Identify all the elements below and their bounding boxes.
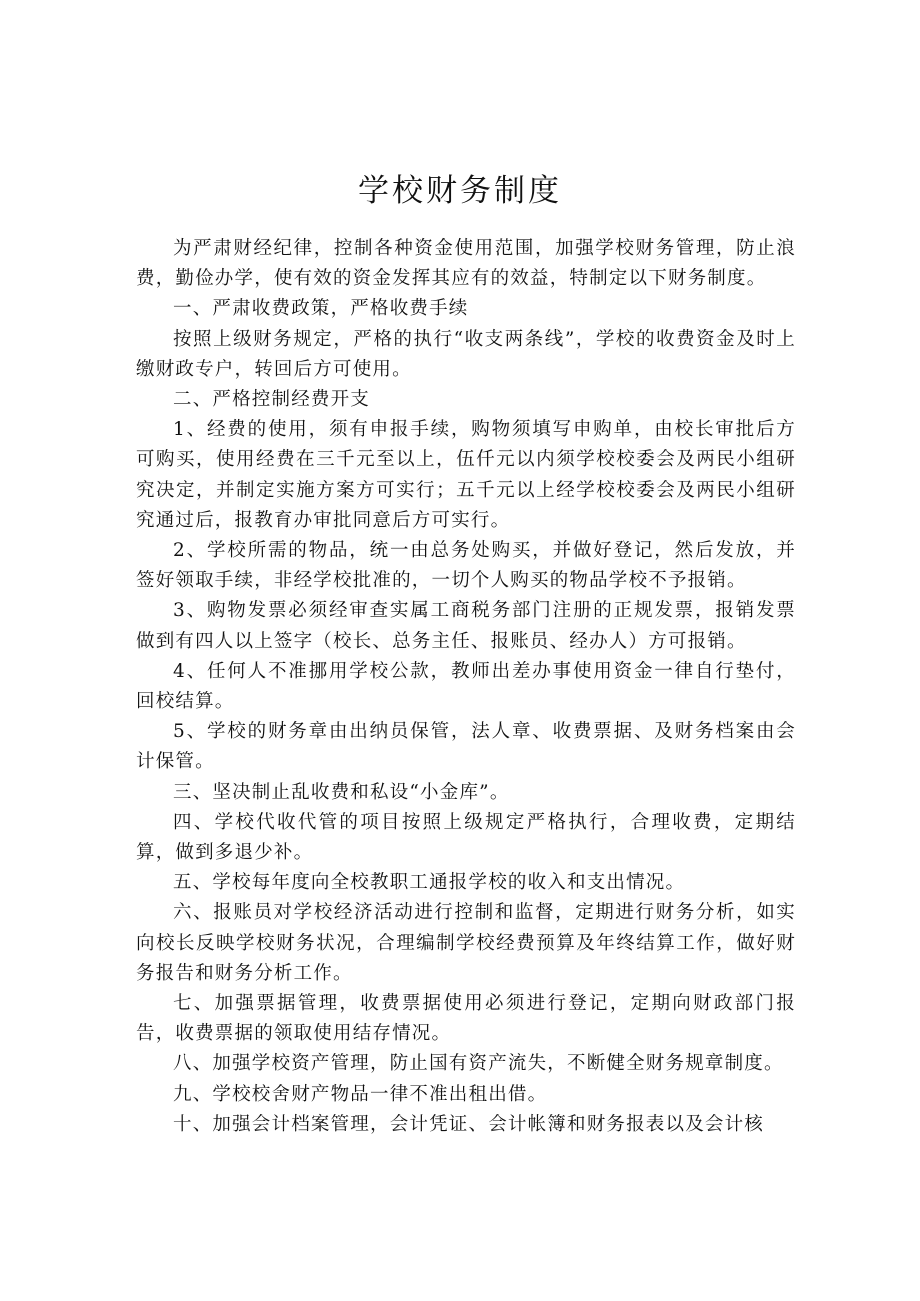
section-heading-4: 四、学校代收代管的项目按照上级规定严格执行，合理收费，定期结算，做到多退少补。: [136, 811, 796, 864]
section-heading-10: 十、加强会计档案管理，会计凭证、会计帐簿和财务报表以及会计核: [173, 1113, 765, 1135]
section-heading-1: 一、严肃收费政策，严格收费手续: [173, 298, 469, 320]
list-item: 2、学校所需的物品，统一由总务处购买，并做好登记，然后发放，并签好领取手续，非经学校批准的，一切个人购买的物品学校不予报销。: [136, 540, 796, 592]
list-item: 3、购物发票必须经审查实属工商税务部门注册的正规发票，报销发票做到有四人以上签字（校长、总务主任、报账员、经办人）方可报销。: [136, 600, 796, 652]
list-item: 1、经费的使用，须有申报手续，购物须填写申购单，由校长审批后方可购买，使用经费在三千元至以上，伍仟元以内须学校校委会及两民小组研究决定，并制定实施方案方可实行；五千元以上经学校校委会及两民小组研究通过后，报教育办审批同意后方可实行。: [136, 419, 796, 531]
document-title: 学校财务制度: [358, 173, 562, 209]
section-heading-3: 三、坚决制止乱收费和私设“小金库”。: [173, 781, 510, 803]
section-heading-7: 七、加强票据管理，收费票据使用必须进行登记，定期向财政部门报告，收费票据的领取使用结存情况。: [136, 993, 796, 1045]
section-heading-5: 五、学校每年度向全校教职工通报学校的收入和支出情况。: [173, 872, 686, 894]
document-body: [136, 234, 796, 1140]
paragraph-intro: 为严肃财经纪律，控制各种资金使用范围，加强学校财务管理，防止浪费，勤俭办学，使有效的资金发挥其应有的效益，特制定以下财务制度。: [136, 238, 796, 290]
section-heading-6: 六、报账员对学校经济活动进行控制和监督，定期进行财务分析，如实向校长反映学校财务状况，合理编制学校经费预算及年终结算工作，做好财务报告和财务分析工作。: [136, 902, 796, 984]
list-item: 5、学校的财务章由出纳员保管，法人章、收费票据、及财务档案由会计保管。: [136, 721, 796, 773]
section-heading-8: 八、加强学校资产管理，防止国有资产流失，不断健全财务规章制度。: [173, 1053, 784, 1075]
section-heading-2: 二、严格控制经费开支: [173, 389, 371, 411]
list-item: 4、任何人不准挪用学校公款，教师出差办事使用资金一律自行垫付，回校结算。: [136, 660, 796, 713]
paragraph: 按照上级财务规定，严格的执行“收支两条线”，学校的收费资金及时上缴财政专户，转回后方可使用。: [136, 328, 796, 380]
section-heading-9: 九、学校校舍财产物品一律不准出租出借。: [173, 1083, 548, 1105]
